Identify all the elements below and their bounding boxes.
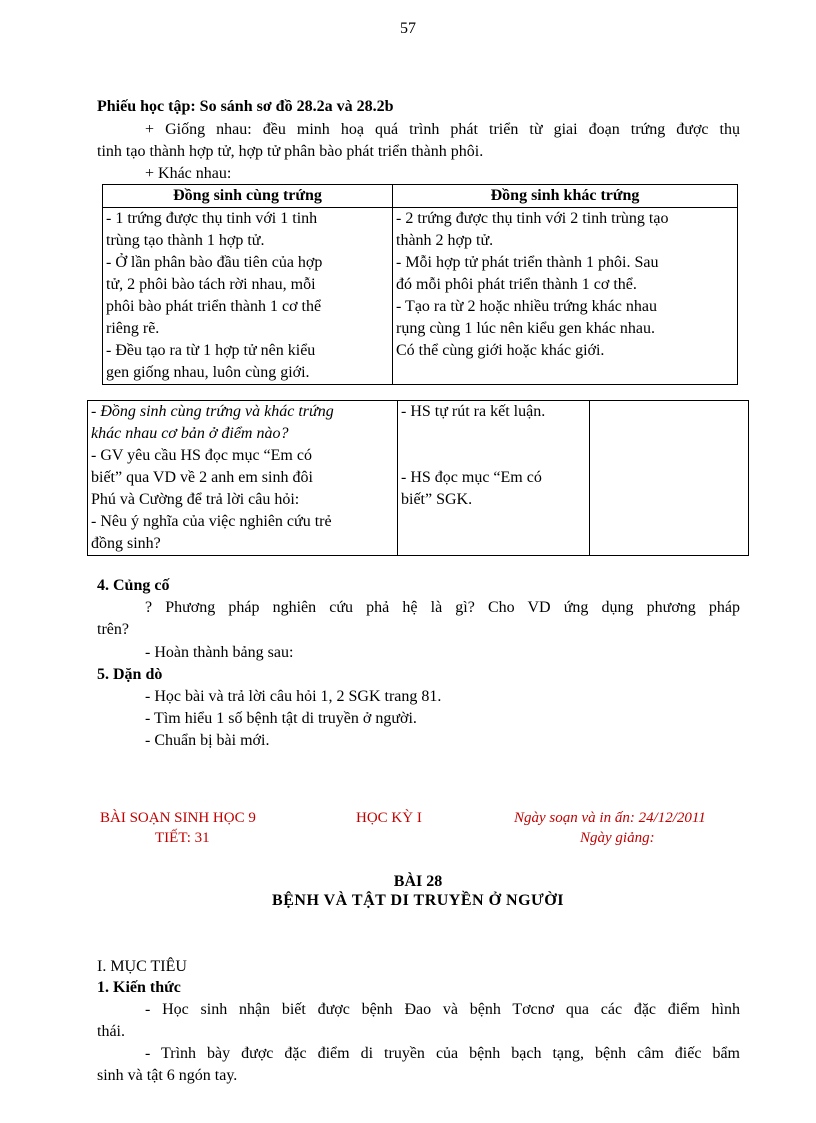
consolidation-question <box>97 597 740 641</box>
col2-line: rụng cùng 1 lúc nên kiểu gen khác nhau. <box>396 320 656 337</box>
similar-line-2: tinh tạo thành hợp tử, hợp tử phân bào phát triển thành phôi. <box>97 143 484 160</box>
similarities-text <box>97 119 740 163</box>
header-identical-twins: Đồng sinh cùng trứng <box>103 185 393 208</box>
student-activity-cell <box>398 401 590 556</box>
objective-paragraph-2 <box>97 1043 740 1087</box>
teacher-line: Phú và Cường để trả lời câu hỏi: <box>91 491 300 508</box>
question-line-2: trên? <box>97 621 129 638</box>
teacher-line: đồng sinh? <box>91 535 161 552</box>
teacher-line: khác nhau cơ bản ở điểm nào? <box>91 425 289 442</box>
teaching-date: Ngày giảng: <box>580 830 655 846</box>
similar-line-1: + Giống nhau: đều minh hoạ quá trình phát triển từ giai đoạn trứng được thụ <box>145 121 740 138</box>
page-number: 57 <box>400 20 416 37</box>
teacher-line: - Nêu ý nghĩa của việc nghiên cứu trẻ <box>91 513 332 530</box>
notes-cell <box>590 401 749 556</box>
col1-line: - Ở lần phân bào đầu tiên của hợp <box>106 254 323 271</box>
knowledge-heading: 1. Kiến thức <box>97 979 181 996</box>
prepared-date: Ngày soạn và in ấn: 24/12/2011 <box>514 810 706 826</box>
objective-2-line-1: - Trình bày được đặc điểm di truyền của bệnh bạch tạng, bệnh câm điếc bẩm <box>145 1045 740 1062</box>
comparison-table <box>102 184 738 385</box>
teacher-line: - GV yêu cầu HS đọc mục “Em có <box>91 447 312 464</box>
lesson-number: BÀI 28 <box>393 873 443 890</box>
teacher-activity-cell <box>88 401 398 556</box>
activity-table <box>87 400 749 556</box>
identical-twins-cell <box>103 208 393 385</box>
col2-line: - Mỗi hợp tử phát triển thành 1 phôi. Sau <box>396 254 659 271</box>
consolidation-heading: 4. Củng cố <box>97 577 170 594</box>
teacher-line: biết” qua VD về 2 anh em sinh đôi <box>91 469 313 486</box>
col1-line: trùng tạo thành 1 hợp tử. <box>106 232 265 249</box>
objective-1-line-2: thái. <box>97 1023 125 1040</box>
differences-label: + Khác nhau: <box>145 165 232 182</box>
col2-line: Có thể cùng giới hoặc khác giới. <box>396 342 605 359</box>
consolidation-task: - Hoàn thành bảng sau: <box>145 644 294 661</box>
student-line: - HS đọc mục “Em có <box>401 469 542 486</box>
teacher-line: - Đồng sinh cùng trứng và khác trứng <box>91 403 334 420</box>
lesson-title: BỆNH VÀ TẬT DI TRUYỀN Ở NGƯỜI <box>272 892 564 909</box>
objective-paragraph-1 <box>97 999 740 1043</box>
col1-line: riêng rẽ. <box>106 320 160 337</box>
fraternal-twins-cell <box>393 208 738 385</box>
student-line: - HS tự rút ra kết luận. <box>401 403 546 420</box>
homework-item-2: - Tìm hiểu 1 số bệnh tật di truyền ở người. <box>145 710 417 727</box>
objective-2-line-2: sinh và tật 6 ngón tay. <box>97 1067 238 1084</box>
objective-1-line-1: - Học sinh nhận biết được bệnh Đao và bệnh Tơcnơ qua các đặc điểm hình <box>145 1001 740 1018</box>
worksheet-title: Phiếu học tập: So sánh sơ đồ 28.2a và 28.2b <box>97 98 394 115</box>
homework-item-3: - Chuẩn bị bài mới. <box>145 732 270 749</box>
header-fraternal-twins: Đồng sinh khác trứng <box>393 185 738 208</box>
col1-line: - 1 trứng được thụ tinh với 1 tinh <box>106 210 318 227</box>
semester-label: HỌC KỲ I <box>356 810 422 826</box>
homework-heading: 5. Dặn dò <box>97 666 163 683</box>
student-line: biết” SGK. <box>401 491 473 508</box>
objectives-heading: I. MỤC TIÊU <box>97 958 187 975</box>
col2-line: thành 2 hợp tử. <box>396 232 494 249</box>
col1-line: gen giống nhau, luôn cùng giới. <box>106 364 310 381</box>
col2-line: - 2 trứng được thụ tinh với 2 tinh trùng tạo <box>396 210 669 227</box>
col1-line: - Đều tạo ra từ 1 hợp tử nên kiểu <box>106 342 316 359</box>
col1-line: phôi bào phát triển thành 1 cơ thể <box>106 298 322 315</box>
question-line-1: ? Phương pháp nghiên cứu phả hệ là gì? Cho VD ứng dụng phương pháp <box>145 599 740 616</box>
col2-line: đó mỗi phôi phát triển thành 1 cơ thể. <box>396 276 637 293</box>
course-label: BÀI SOẠN SINH HỌC 9 <box>100 810 256 826</box>
homework-item-1: - Học bài và trả lời câu hỏi 1, 2 SGK trang 81. <box>145 688 442 705</box>
col1-line: tử, 2 phôi bào tách rời nhau, mỗi <box>106 276 316 293</box>
col2-line: - Tạo ra từ 2 hoặc nhiều trứng khác nhau <box>396 298 657 315</box>
period-label: TIẾT: 31 <box>155 830 210 846</box>
